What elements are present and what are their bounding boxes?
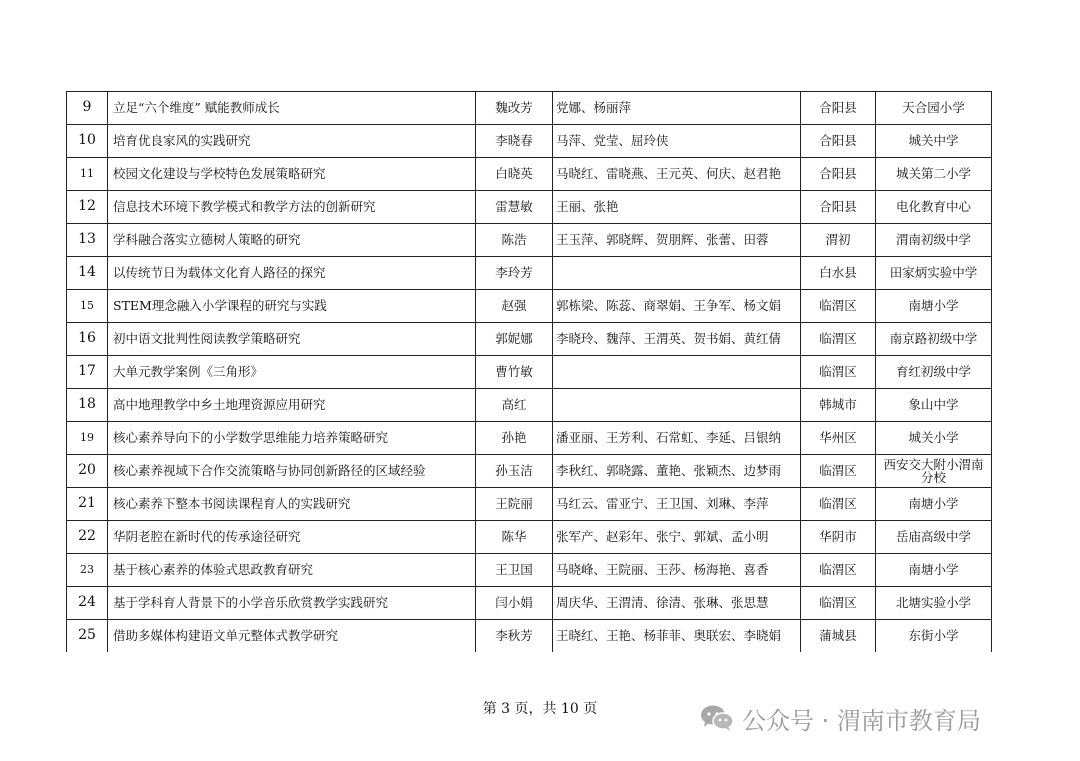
leader-cell: 李玲芳	[476, 257, 553, 290]
county-cell: 渭初	[801, 224, 876, 257]
leader-cell: 郭妮娜	[476, 323, 553, 356]
county-cell: 合阳县	[801, 191, 876, 224]
table-row	[67, 191, 992, 224]
county-cell: 合阳县	[801, 92, 876, 125]
leader-cell: 雷慧敏	[476, 191, 553, 224]
project-title-cell: 华阴老腔在新时代的传承途径研究	[108, 521, 476, 554]
row-number-cell: 15	[67, 290, 108, 323]
row-number-cell: 16	[67, 323, 108, 356]
row-number-cell: 18	[67, 389, 108, 422]
row-number-cell: 9	[67, 92, 108, 125]
school-cell: 城关中学	[876, 125, 992, 158]
project-title-cell: 核心素养导向下的小学数学思维能力培养策略研究	[108, 422, 476, 455]
project-title-cell: 高中地理教学中乡土地理资源应用研究	[108, 389, 476, 422]
county-cell: 合阳县	[801, 158, 876, 191]
project-title-cell: 初中语文批判性阅读教学策略研究	[108, 323, 476, 356]
leader-cell: 李晓春	[476, 125, 553, 158]
leader-cell: 李秋芳	[476, 620, 553, 653]
row-number-cell: 23	[67, 554, 108, 587]
school-cell: 城关第二小学	[876, 158, 992, 191]
leader-cell: 陈浩	[476, 224, 553, 257]
school-cell: 天合园小学	[876, 92, 992, 125]
leader-cell: 魏改芳	[476, 92, 553, 125]
school-cell: 西安交大附小渭南分校	[876, 455, 992, 488]
table-row	[67, 554, 992, 587]
project-title-cell: 以传统节日为载体文化育人路径的探究	[108, 257, 476, 290]
members-cell: 周庆华、王渭清、徐清、张琳、张思慧	[553, 587, 801, 620]
county-cell: 临渭区	[801, 455, 876, 488]
members-cell: 党娜、杨丽萍	[553, 92, 801, 125]
project-title-cell: 借助多媒体构建语文单元整体式教学研究	[108, 620, 476, 653]
members-cell: 李晓玲、魏萍、王渭英、贺书娟、黄红倩	[553, 323, 801, 356]
project-list-table	[66, 91, 992, 652]
table-row	[67, 620, 992, 653]
members-cell	[553, 356, 801, 389]
row-number-cell: 12	[67, 191, 108, 224]
leader-cell: 高红	[476, 389, 553, 422]
school-cell: 渭南初级中学	[876, 224, 992, 257]
members-cell	[553, 257, 801, 290]
row-number-cell: 10	[67, 125, 108, 158]
members-cell: 马萍、党莹、屈玲侠	[553, 125, 801, 158]
county-cell: 临渭区	[801, 356, 876, 389]
members-cell: 马晓峰、王院丽、王莎、杨海艳、喜香	[553, 554, 801, 587]
wechat-watermark	[700, 700, 981, 736]
county-cell: 华阴市	[801, 521, 876, 554]
leader-cell: 白晓英	[476, 158, 553, 191]
county-cell: 临渭区	[801, 290, 876, 323]
leader-cell: 孙玉洁	[476, 455, 553, 488]
project-title-cell: 核心素养视域下合作交流策略与协同创新路径的区域经验	[108, 455, 476, 488]
county-cell: 临渭区	[801, 587, 876, 620]
row-number-cell: 21	[67, 488, 108, 521]
table-row	[67, 356, 992, 389]
wechat-icon	[700, 704, 734, 732]
county-cell: 蒲城县	[801, 620, 876, 653]
row-number-cell: 19	[67, 422, 108, 455]
members-cell	[553, 389, 801, 422]
project-title-cell: 学科融合落实立德树人策略的研究	[108, 224, 476, 257]
members-cell: 王晓红、王艳、杨菲菲、奥联宏、李晓娟	[553, 620, 801, 653]
school-cell: 东街小学	[876, 620, 992, 653]
row-number-cell: 22	[67, 521, 108, 554]
table-row	[67, 290, 992, 323]
school-cell: 南塘小学	[876, 290, 992, 323]
leader-cell: 孙艳	[476, 422, 553, 455]
table-row	[67, 521, 992, 554]
project-title-cell: 校园文化建设与学校特色发展策略研究	[108, 158, 476, 191]
school-cell: 南京路初级中学	[876, 323, 992, 356]
school-cell: 岳庙高级中学	[876, 521, 992, 554]
row-number-cell: 20	[67, 455, 108, 488]
table-row	[67, 257, 992, 290]
members-cell: 潘亚丽、王芳利、石常虹、李延、吕银纳	[553, 422, 801, 455]
leader-cell: 王卫国	[476, 554, 553, 587]
members-cell: 张军产、赵彩年、张宁、郭斌、孟小明	[553, 521, 801, 554]
row-number-cell: 17	[67, 356, 108, 389]
county-cell: 临渭区	[801, 488, 876, 521]
members-cell: 李秋红、郭晓露、董艳、张颖杰、边梦雨	[553, 455, 801, 488]
school-cell: 育红初级中学	[876, 356, 992, 389]
table-row	[67, 488, 992, 521]
table-row	[67, 323, 992, 356]
table-row	[67, 422, 992, 455]
row-number-cell: 13	[67, 224, 108, 257]
county-cell: 合阳县	[801, 125, 876, 158]
table-row	[67, 455, 992, 488]
county-cell: 临渭区	[801, 323, 876, 356]
members-cell: 王丽、张艳	[553, 191, 801, 224]
leader-cell: 曹竹敏	[476, 356, 553, 389]
row-number-cell: 25	[67, 620, 108, 653]
project-title-cell: 基于核心素养的体验式思政教育研究	[108, 554, 476, 587]
table-row	[67, 587, 992, 620]
members-cell: 马晓红、雷晓燕、王元英、何庆、赵君艳	[553, 158, 801, 191]
school-cell: 南塘小学	[876, 488, 992, 521]
table-row	[67, 125, 992, 158]
leader-cell: 赵强	[476, 290, 553, 323]
project-title-cell: STEM理念融入小学课程的研究与实践	[108, 290, 476, 323]
county-cell: 临渭区	[801, 554, 876, 587]
school-cell: 象山中学	[876, 389, 992, 422]
county-cell: 华州区	[801, 422, 876, 455]
table-row	[67, 92, 992, 125]
project-title-cell: 核心素养下整本书阅读课程育人的实践研究	[108, 488, 476, 521]
leader-cell: 王院丽	[476, 488, 553, 521]
row-number-cell: 11	[67, 158, 108, 191]
school-cell: 北塘实验小学	[876, 587, 992, 620]
leader-cell: 陈华	[476, 521, 553, 554]
page-number-text: 第 3 页，共 10 页	[482, 701, 598, 717]
members-cell: 王玉萍、郭晓辉、贺朋辉、张蕾、田蓉	[553, 224, 801, 257]
project-title-cell: 立足“六个维度” 赋能教师成长	[108, 92, 476, 125]
school-cell: 田家炳实验中学	[876, 257, 992, 290]
leader-cell: 闫小娟	[476, 587, 553, 620]
row-number-cell: 14	[67, 257, 108, 290]
project-title-cell: 大单元教学案例《三角形》	[108, 356, 476, 389]
table-row	[67, 224, 992, 257]
members-cell: 马红云、雷亚宁、王卫国、刘琳、李萍	[553, 488, 801, 521]
school-cell: 城关小学	[876, 422, 992, 455]
members-cell: 郭栋梁、陈蕊、商翠娟、王争军、杨文娟	[553, 290, 801, 323]
school-cell: 电化教育中心	[876, 191, 992, 224]
school-cell: 南塘小学	[876, 554, 992, 587]
watermark-text: 公众号 · 渭南市教育局	[742, 706, 981, 735]
county-cell: 韩城市	[801, 389, 876, 422]
county-cell: 白水县	[801, 257, 876, 290]
table-row	[67, 158, 992, 191]
row-number-cell: 24	[67, 587, 108, 620]
table-row	[67, 389, 992, 422]
project-title-cell: 信息技术环境下教学模式和教学方法的创新研究	[108, 191, 476, 224]
project-title-cell: 培育优良家风的实践研究	[108, 125, 476, 158]
project-title-cell: 基于学科育人背景下的小学音乐欣赏教学实践研究	[108, 587, 476, 620]
